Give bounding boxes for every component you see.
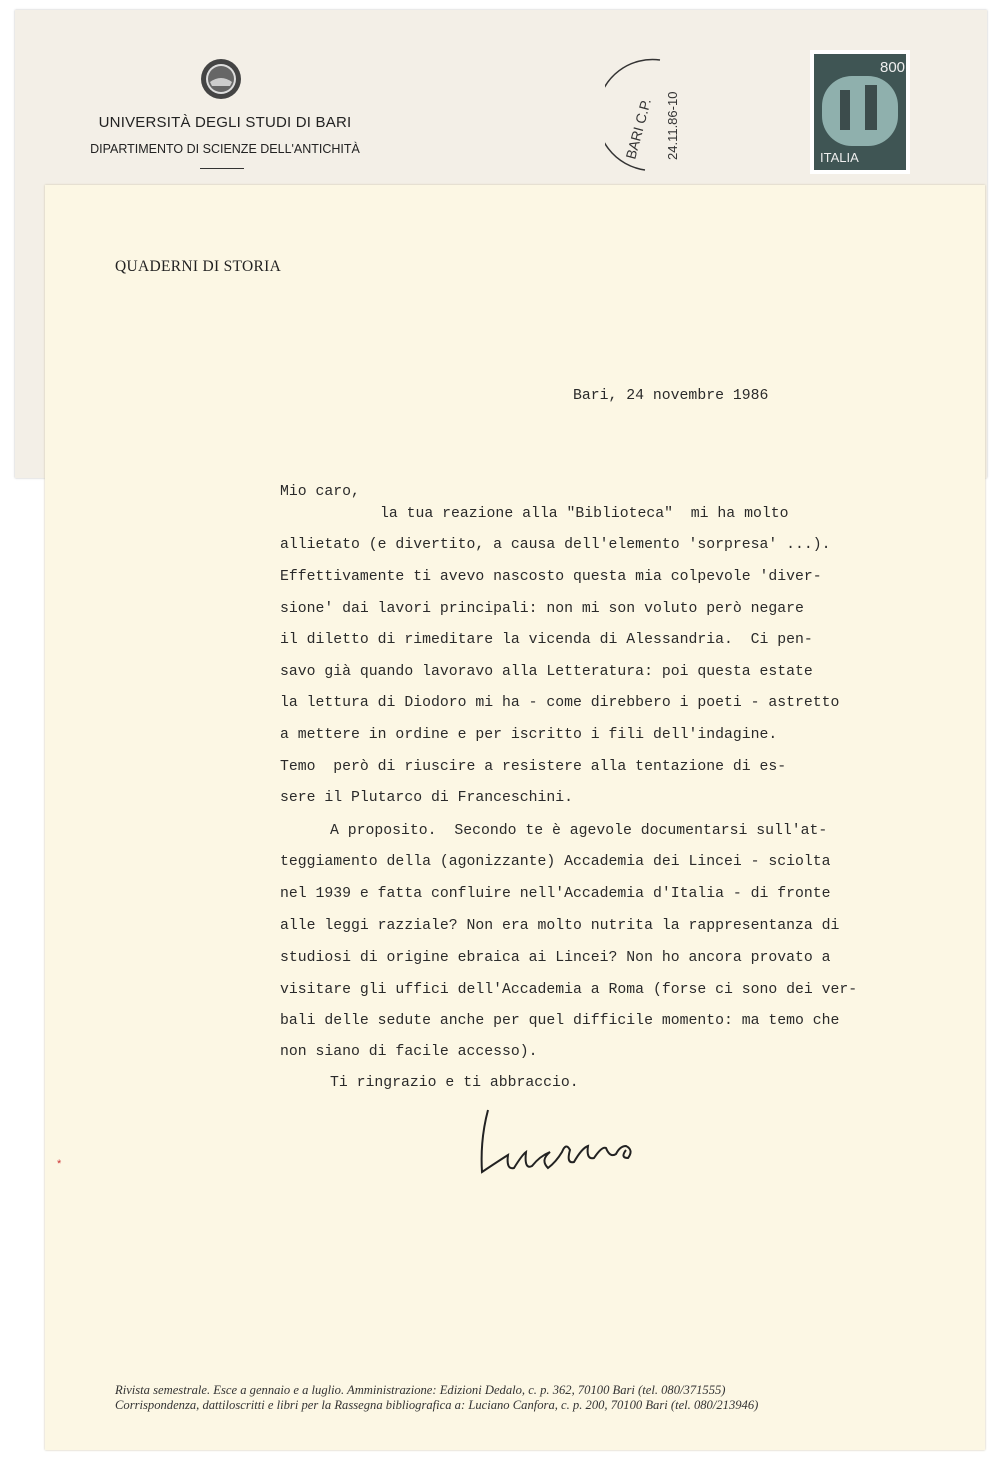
signature (470, 1100, 670, 1190)
letter-line: Effettivamente ti avevo nascosto questa mia colpevole 'diver- (280, 569, 822, 585)
postmark-icon (605, 50, 735, 180)
letter-line: studiosi di origine ebraica ai Lincei? Non ho ancora provato a (280, 950, 831, 966)
letter-line: allietato (e divertito, a causa dell'elemento 'sorpresa' ...). (280, 537, 831, 553)
letter-line: bali delle sedute anche per quel difficile momento: ma temo che (280, 1013, 840, 1029)
department-name: DIPARTIMENTO DI SCIENZE DELL'ANTICHITÀ (90, 142, 360, 156)
letter-line: a mettere in ordine e per iscritto i fili dell'indagine. (280, 727, 778, 743)
footer-line-2: Corrispondenza, dattiloscritti e libri per la Rassegna bibliografica a: Luciano Canfora, c. p. 200, 70100 Bari (tel. 080/213946) (115, 1398, 759, 1412)
letter-line: la tua reazione alla "Biblioteca" mi ha molto (380, 506, 789, 522)
letter-line: savo già quando lavoravo alla Letteratura: poi questa estate (280, 664, 813, 680)
stamp-value: 800 (880, 59, 906, 76)
letter-line: alle leggi razziale? Non era molto nutrita la rappresentanza di (280, 918, 840, 934)
letter-date: Bari, 24 novembre 1986 (573, 388, 769, 404)
postage-stamp (810, 50, 910, 174)
letter-line: teggiamento della (agonizzante) Accademia dei Lincei - sciolta (280, 854, 831, 870)
university-seal-icon (200, 58, 242, 100)
letter-line: il diletto di rimeditare la vicenda di Alessandria. Ci pen- (280, 632, 813, 648)
letter-line: visitare gli uffici dell'Accademia a Roma (forse ci sono dei ver- (280, 982, 858, 998)
letter-line: nel 1939 e fatta confluire nell'Accademia d'Italia - di fronte (280, 886, 831, 902)
margin-mark: * (57, 1158, 62, 1170)
university-name: UNIVERSITÀ DEGLI STUDI DI BARI (98, 114, 352, 131)
divider (200, 168, 244, 169)
letter-line: Ti ringrazio e ti abbraccio. (330, 1075, 579, 1091)
letter-line: Mio caro, (280, 484, 360, 500)
letter-line: non siano di facile accesso). (280, 1044, 538, 1060)
letter-line: la lettura di Diodoro mi ha - come direbbero i poeti - astretto (280, 695, 840, 711)
letter-line: sione' dai lavori principali: non mi son voluto però negare (280, 601, 804, 617)
letter-line: sere il Plutarco di Franceschini. (280, 790, 574, 806)
letter-sheet (45, 185, 985, 1450)
letter-line: Temo però di riuscire a resistere alla tentazione di es- (280, 759, 787, 775)
letter-line: A proposito. Secondo te è agevole documentarsi sull'at- (330, 823, 828, 839)
stamp-country: ITALIA (820, 150, 859, 165)
footer-line-1: Rivista semestrale. Esce a gennaio e a luglio. Amministrazione: Edizioni Dedalo, c. p. 362, 70100 Bari (tel. 080/371555) (115, 1383, 726, 1397)
postmark-date: 24.11.86-10 (665, 91, 680, 160)
masthead: QUADERNI DI STORIA (115, 258, 282, 275)
postmark-city: BARI C.P. (622, 96, 654, 161)
